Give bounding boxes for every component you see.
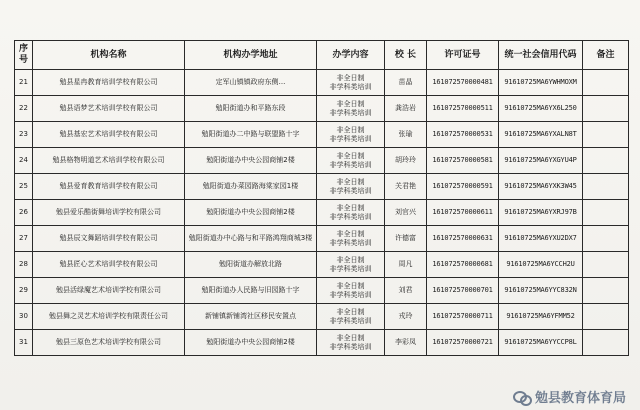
cell-seq: 26 (15, 200, 33, 226)
cell-content (317, 252, 385, 278)
cell-remarks (583, 252, 629, 278)
content-line: 非全日制 (336, 255, 365, 264)
cell-org-name: 勉县活绿魔艺术培训学校有限公司 (33, 278, 185, 304)
cell-license: 161072570000711 (427, 304, 499, 330)
cell-content (317, 200, 385, 226)
table-row (15, 174, 629, 200)
cell-content (317, 304, 385, 330)
cell-credit-code: 91610725MA6YFMM52 (499, 304, 583, 330)
cell-remarks (583, 278, 629, 304)
content-line: 非学科类培训 (329, 82, 372, 91)
cell-seq: 29 (15, 278, 33, 304)
cell-org-name: 勉县爱乐酷街舞培训学校有限公司 (33, 200, 185, 226)
cell-address: 勉阳街道办菜园路海棠家园1楼 (185, 174, 317, 200)
content-line: 非全日制 (336, 229, 365, 238)
cell-remarks (583, 96, 629, 122)
cell-org-name: 勉县三原色艺术培训学校有限公司 (33, 330, 185, 356)
header-content: 办学内容 (317, 41, 385, 70)
cell-credit-code: 91610725MA6YYC832N (499, 278, 583, 304)
wechat-icon (513, 390, 531, 404)
cell-remarks (583, 304, 629, 330)
content-line: 非全日制 (336, 73, 365, 82)
cell-license: 161072570000591 (427, 174, 499, 200)
cell-address: 勉阳街道办解放北路 (185, 252, 317, 278)
cell-address: 勉阳街道办二中路与联盟路十字 (185, 122, 317, 148)
cell-principal: 许德富 (385, 226, 427, 252)
cell-address: 新铺镇新铺湾社区移民安置点 (185, 304, 317, 330)
cell-org-name: 勉县格物明道艺术培训学校有限公司 (33, 148, 185, 174)
cell-address: 勉阳街道办人民路与旧园路十字 (185, 278, 317, 304)
content-line: 非学科类培训 (329, 108, 372, 117)
cell-principal: 张瑜 (385, 122, 427, 148)
cell-principal: 李彩凤 (385, 330, 427, 356)
cell-org-name: 勉县舞之灵艺术培训学校有限责任公司 (33, 304, 185, 330)
content-line: 非学科类培训 (329, 134, 372, 143)
content-line: 非全日制 (336, 307, 365, 316)
registry-table (14, 40, 629, 356)
cell-content (317, 278, 385, 304)
cell-principal: 戎玲 (385, 304, 427, 330)
cell-remarks (583, 330, 629, 356)
content-line: 非学科类培训 (329, 342, 372, 351)
cell-credit-code: 91610725MA6YXGYU4P (499, 148, 583, 174)
cell-content (317, 96, 385, 122)
cell-license: 161072570000531 (427, 122, 499, 148)
cell-credit-code: 91610725MA6YWHMOXM (499, 70, 583, 96)
content-line: 非全日制 (336, 99, 365, 108)
cell-org-name: 勉县基宏艺术培训学校有限公司 (33, 122, 185, 148)
cell-license: 161072570000701 (427, 278, 499, 304)
content-line: 非全日制 (336, 125, 365, 134)
cell-address: 勉阳街道办中心路与和平路鸿翔商城3楼 (185, 226, 317, 252)
cell-content (317, 174, 385, 200)
table-row (15, 122, 629, 148)
cell-remarks (583, 226, 629, 252)
content-line: 非全日制 (336, 151, 365, 160)
cell-license: 161072570000581 (427, 148, 499, 174)
cell-principal: 胡玲玲 (385, 148, 427, 174)
cell-org-name: 勉县语梦艺术培训学校有限公司 (33, 96, 185, 122)
cell-credit-code: 91610725MA6YXALN8T (499, 122, 583, 148)
cell-principal: 苗晶 (385, 70, 427, 96)
header-address: 机构办学地址 (185, 41, 317, 70)
cell-credit-code: 91610725MA6YX6L250 (499, 96, 583, 122)
cell-seq: 31 (15, 330, 33, 356)
cell-remarks (583, 200, 629, 226)
header-principal: 校 长 (385, 41, 427, 70)
content-line: 非学科类培训 (329, 316, 372, 325)
cell-license: 161072570000611 (427, 200, 499, 226)
header-seq: 序 号 (15, 41, 33, 70)
cell-content (317, 70, 385, 96)
table-row (15, 330, 629, 356)
header-org-name: 机构名称 (33, 41, 185, 70)
cell-address: 勉阳街道办中央公园商铺2楼 (185, 148, 317, 174)
table-row (15, 252, 629, 278)
cell-org-name: 勉县爱育教育培训学校有限公司 (33, 174, 185, 200)
cell-org-name: 勉县辰文舞蹈培训学校有限公司 (33, 226, 185, 252)
cell-license: 161072570000681 (427, 252, 499, 278)
table-header-row (15, 41, 629, 70)
cell-principal: 周凡 (385, 252, 427, 278)
cell-license: 161072570000511 (427, 96, 499, 122)
content-line: 非全日制 (336, 333, 365, 342)
content-line: 非学科类培训 (329, 238, 372, 247)
cell-content (317, 122, 385, 148)
content-line: 非学科类培训 (329, 290, 372, 299)
cell-address: 勉阳街道办和平路东段 (185, 96, 317, 122)
cell-org-name: 勉县匠心艺术培训学校有限公司 (33, 252, 185, 278)
content-line: 非全日制 (336, 177, 365, 186)
cell-remarks (583, 122, 629, 148)
cell-content (317, 148, 385, 174)
header-license: 许可证号 (427, 41, 499, 70)
cell-credit-code: 91610725MA6YYCCP8L (499, 330, 583, 356)
cell-remarks (583, 148, 629, 174)
cell-seq: 28 (15, 252, 33, 278)
table-row (15, 278, 629, 304)
cell-seq: 21 (15, 70, 33, 96)
header-remarks: 备注 (583, 41, 629, 70)
table-row (15, 226, 629, 252)
cell-seq: 30 (15, 304, 33, 330)
content-line: 非学科类培训 (329, 160, 372, 169)
cell-license: 161072570000721 (427, 330, 499, 356)
cell-address: 勉阳街道办中央公园商铺2楼 (185, 200, 317, 226)
cell-seq: 23 (15, 122, 33, 148)
content-line: 非全日制 (336, 281, 365, 290)
content-line: 非学科类培训 (329, 264, 372, 273)
table-row (15, 200, 629, 226)
cell-principal: 龚浩岩 (385, 96, 427, 122)
cell-credit-code: 91610725MA6YXU2DX7 (499, 226, 583, 252)
cell-license: 161072570000481 (427, 70, 499, 96)
cell-address: 勉阳街道办中央公园商铺2楼 (185, 330, 317, 356)
cell-credit-code: 91610725MA6YXRJ97B (499, 200, 583, 226)
content-line: 非全日制 (336, 203, 365, 212)
cell-license: 161072570000631 (427, 226, 499, 252)
table-row (15, 70, 629, 96)
cell-seq: 25 (15, 174, 33, 200)
cell-content (317, 330, 385, 356)
cell-principal: 刘君 (385, 278, 427, 304)
content-line: 非学科类培训 (329, 212, 372, 221)
cell-address: 定军山镇镇政府东侧... (185, 70, 317, 96)
content-line: 非学科类培训 (329, 186, 372, 195)
cell-content (317, 226, 385, 252)
cell-seq: 27 (15, 226, 33, 252)
cell-remarks (583, 174, 629, 200)
table-row (15, 96, 629, 122)
table-row (15, 304, 629, 330)
cell-remarks (583, 70, 629, 96)
header-credit-code: 统一社会信用代码 (499, 41, 583, 70)
watermark-text: 勉县教育体育局 (534, 391, 626, 406)
cell-org-name: 勉县星冉教育培训学校有限公司 (33, 70, 185, 96)
cell-credit-code: 91610725MA6YXK3W45 (499, 174, 583, 200)
watermark (513, 387, 626, 406)
cell-principal: 刘官兴 (385, 200, 427, 226)
cell-credit-code: 91610725MA6YCCH2U (499, 252, 583, 278)
table-body (15, 70, 629, 356)
table-row (15, 148, 629, 174)
cell-principal: 关君艳 (385, 174, 427, 200)
cell-seq: 24 (15, 148, 33, 174)
cell-seq: 22 (15, 96, 33, 122)
